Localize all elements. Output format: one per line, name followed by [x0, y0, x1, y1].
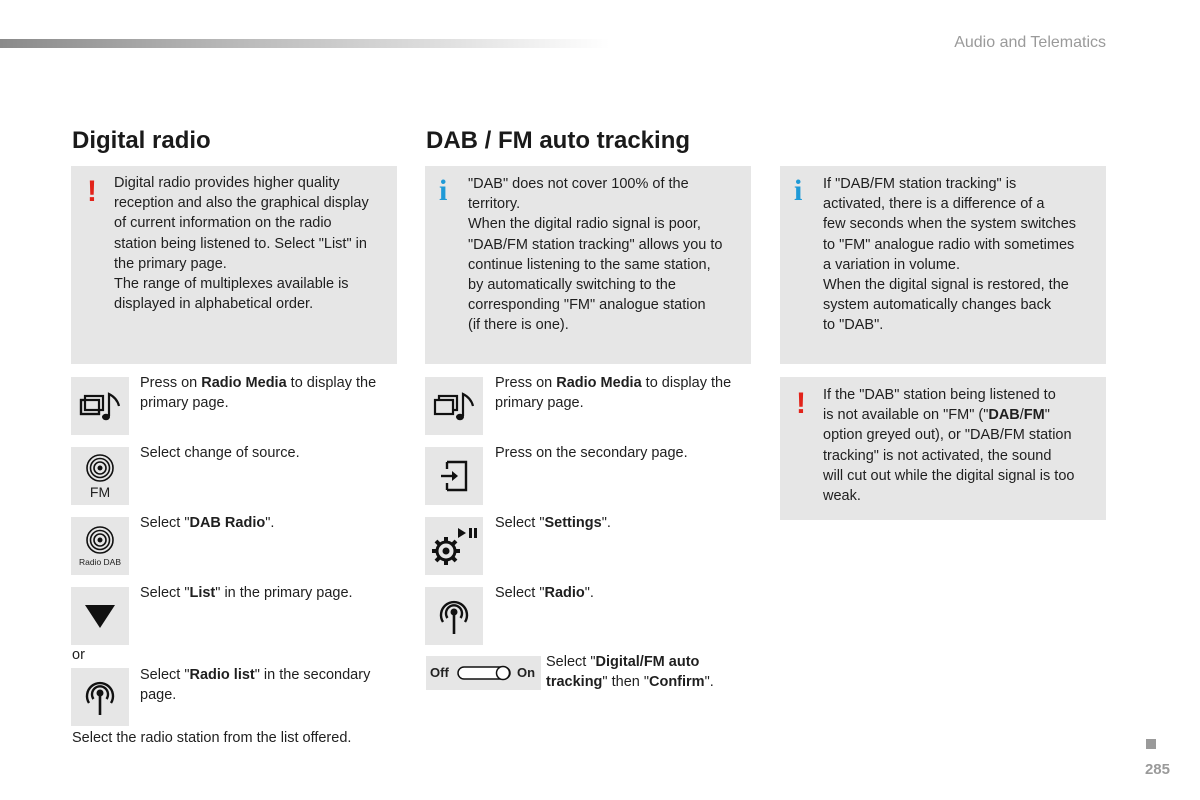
info-icon: i — [439, 174, 448, 207]
section-header: Audio and Telematics — [954, 34, 1106, 51]
radio-media-icon — [425, 377, 483, 435]
radio-icon — [425, 587, 483, 645]
digital-fm-toggle[interactable] — [426, 656, 541, 690]
warning-icon: ! — [796, 387, 806, 420]
left-step-change-source: Select change of source. — [140, 445, 300, 461]
radio-dab-icon — [71, 517, 129, 575]
info-icon: i — [794, 174, 803, 207]
settings-icon — [425, 517, 483, 575]
toggle-switch-icon — [457, 665, 513, 681]
left-step-radio-media: Press on Radio Media to display the primary page. — [140, 375, 377, 412]
page-number: 285 — [1144, 761, 1170, 778]
dab-info-box — [425, 166, 751, 364]
triangle-down-icon — [71, 587, 129, 645]
toggle-off-label: Off — [430, 665, 449, 680]
fm-source-icon — [71, 447, 129, 505]
warning-icon: ! — [87, 175, 97, 208]
select-station-footer: Select the radio station from the list offered. — [72, 730, 352, 746]
digital-radio-warning-box — [71, 166, 397, 364]
warning-text: Digital radio provides higher quality reception and also the graphical display of current information on the radio station being listened to. Select "List" in the primary page. The range of multiplexes available is displayed in alphabetical order. — [114, 175, 369, 313]
radio-list-icon — [71, 668, 129, 726]
page-marker — [1146, 739, 1156, 749]
dab-warning-box — [780, 377, 1106, 520]
middle-step-radio: Select "Radio". — [495, 585, 594, 601]
tracking-info-box — [780, 166, 1106, 364]
left-step-dab-radio: Select "DAB Radio". — [140, 515, 275, 531]
middle-step-settings: Select "Settings". — [495, 515, 611, 531]
middle-step-confirm: Select "Digital/FM auto tracking" then "Confirm". — [546, 654, 714, 691]
left-step-radio-list: Select "Radio list" in the secondary page. — [140, 667, 371, 704]
middle-step-radio-media: Press on Radio Media to display the primary page. — [495, 375, 732, 412]
secondary-page-icon — [425, 447, 483, 505]
dab-fm-tracking-title: DAB / FM auto tracking — [426, 127, 691, 154]
dab-info-text: "DAB" does not cover 100% of the territory. When the digital radio signal is poor, "DAB/FM station tracking" allows you to continue listening to the same station, by automatically switching to the corresponding "FM" analogue station (if there is one). — [468, 176, 723, 334]
or-label: or — [72, 647, 85, 663]
middle-step-secondary-page: Press on the secondary page. — [495, 445, 688, 461]
toggle-on-label: On — [517, 665, 536, 680]
tracking-info-text: If "DAB/FM station tracking" is activated, there is a difference of a few seconds when the system switches to "FM" analogue radio with sometimes a variation in volume. When the digital signal is restored, the system automatically changes back to "DAB". — [823, 176, 1077, 334]
dab-warning-text: If the "DAB" station being listened to is not available on "FM" ("DAB/FM" option greyed out), or "DAB/FM station tracking" is not activated, the sound will cut out while the digital signal is too weak. — [823, 387, 1075, 505]
left-step-list: Select "List" in the primary page. — [140, 585, 353, 601]
digital-radio-title: Digital radio — [72, 127, 211, 154]
header-gradient-bar — [0, 39, 610, 48]
radio-media-icon — [71, 377, 129, 435]
fm-icon-label: FM — [89, 483, 111, 500]
radio-dab-icon-label: Radio DAB — [78, 557, 122, 567]
